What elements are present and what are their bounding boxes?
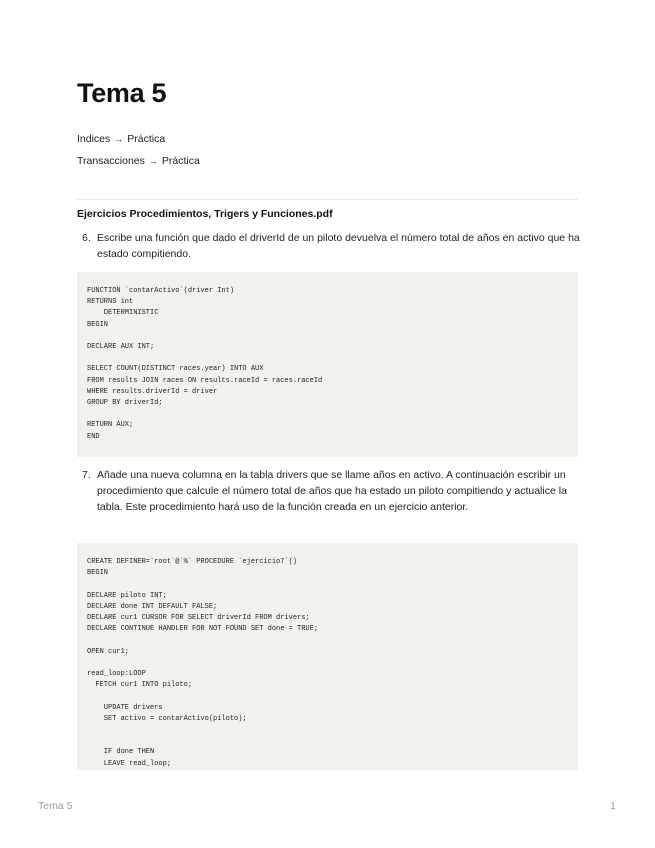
code-block-exercise-7: CREATE DEFINER=`root`@`%` PROCEDURE `ejercicio7`() BEGIN DECLARE piloto INT; DECLARE done INT DEFAULT FALSE; DECLARE cur1 CURSOR FOR SELECT driverId FROM drivers; DECLARE CONTINUE HANDLER FOR NOT FOUND SET done = TRUE; OPEN cur1; read_loop:LOOP FETCH cur1 INTO piloto; UPDATE drivers SET activo = contarActivo(piloto); IF done THEN LEAVE read_loop;	[77, 543, 578, 770]
link-left-label: Indices	[77, 133, 111, 145]
exercise-6	[82, 230, 582, 262]
exercise-number: 6.	[82, 232, 91, 244]
arrow-right-icon: →	[114, 134, 124, 144]
page-title: Tema 5	[77, 78, 167, 108]
exercise-number: 7.	[82, 469, 91, 481]
code-block-exercise-6: FUNCTION `contarActivo`(driver Int) RETURNS int DETERMINISTIC BEGIN DECLARE AUX INT; SELECT COUNT(DISTINCT races.year) INTO AUX FROM results JOIN races ON results.raceId = races.raceId WHERE results.driverId = driver GROUP BY driverId; RETURN AUX; END	[77, 272, 578, 457]
exercise-text: Escribe una función que dado el driverId de un piloto devuelva el número total de años en activo que ha estado compitiendo.	[97, 232, 580, 260]
link-right-label: Práctica	[161, 155, 200, 167]
exercise-7	[82, 467, 582, 515]
section-heading: Ejercicios Procedimientos, Trigers y Funciones.pdf	[77, 208, 333, 220]
divider	[77, 199, 578, 200]
arrow-right-icon: →	[148, 156, 158, 166]
link-right-label: Práctica	[127, 133, 166, 145]
link-left-label: Transacciones	[77, 155, 145, 167]
link-indices-practica[interactable]	[77, 133, 165, 145]
page-number: 1	[610, 800, 616, 812]
exercise-text: Añade una nueva columna en la tabla drivers que se llame años en activo. A continuación escribir un procedimiento que calcule el número total de años que ha estado un piloto compitiendo y actualice la tabla. Este procedimiento hará uso de la función creada en un ejercicio anterior.	[97, 469, 567, 513]
link-transacciones-practica[interactable]	[77, 155, 200, 167]
footer-title: Tema 5	[38, 800, 73, 812]
